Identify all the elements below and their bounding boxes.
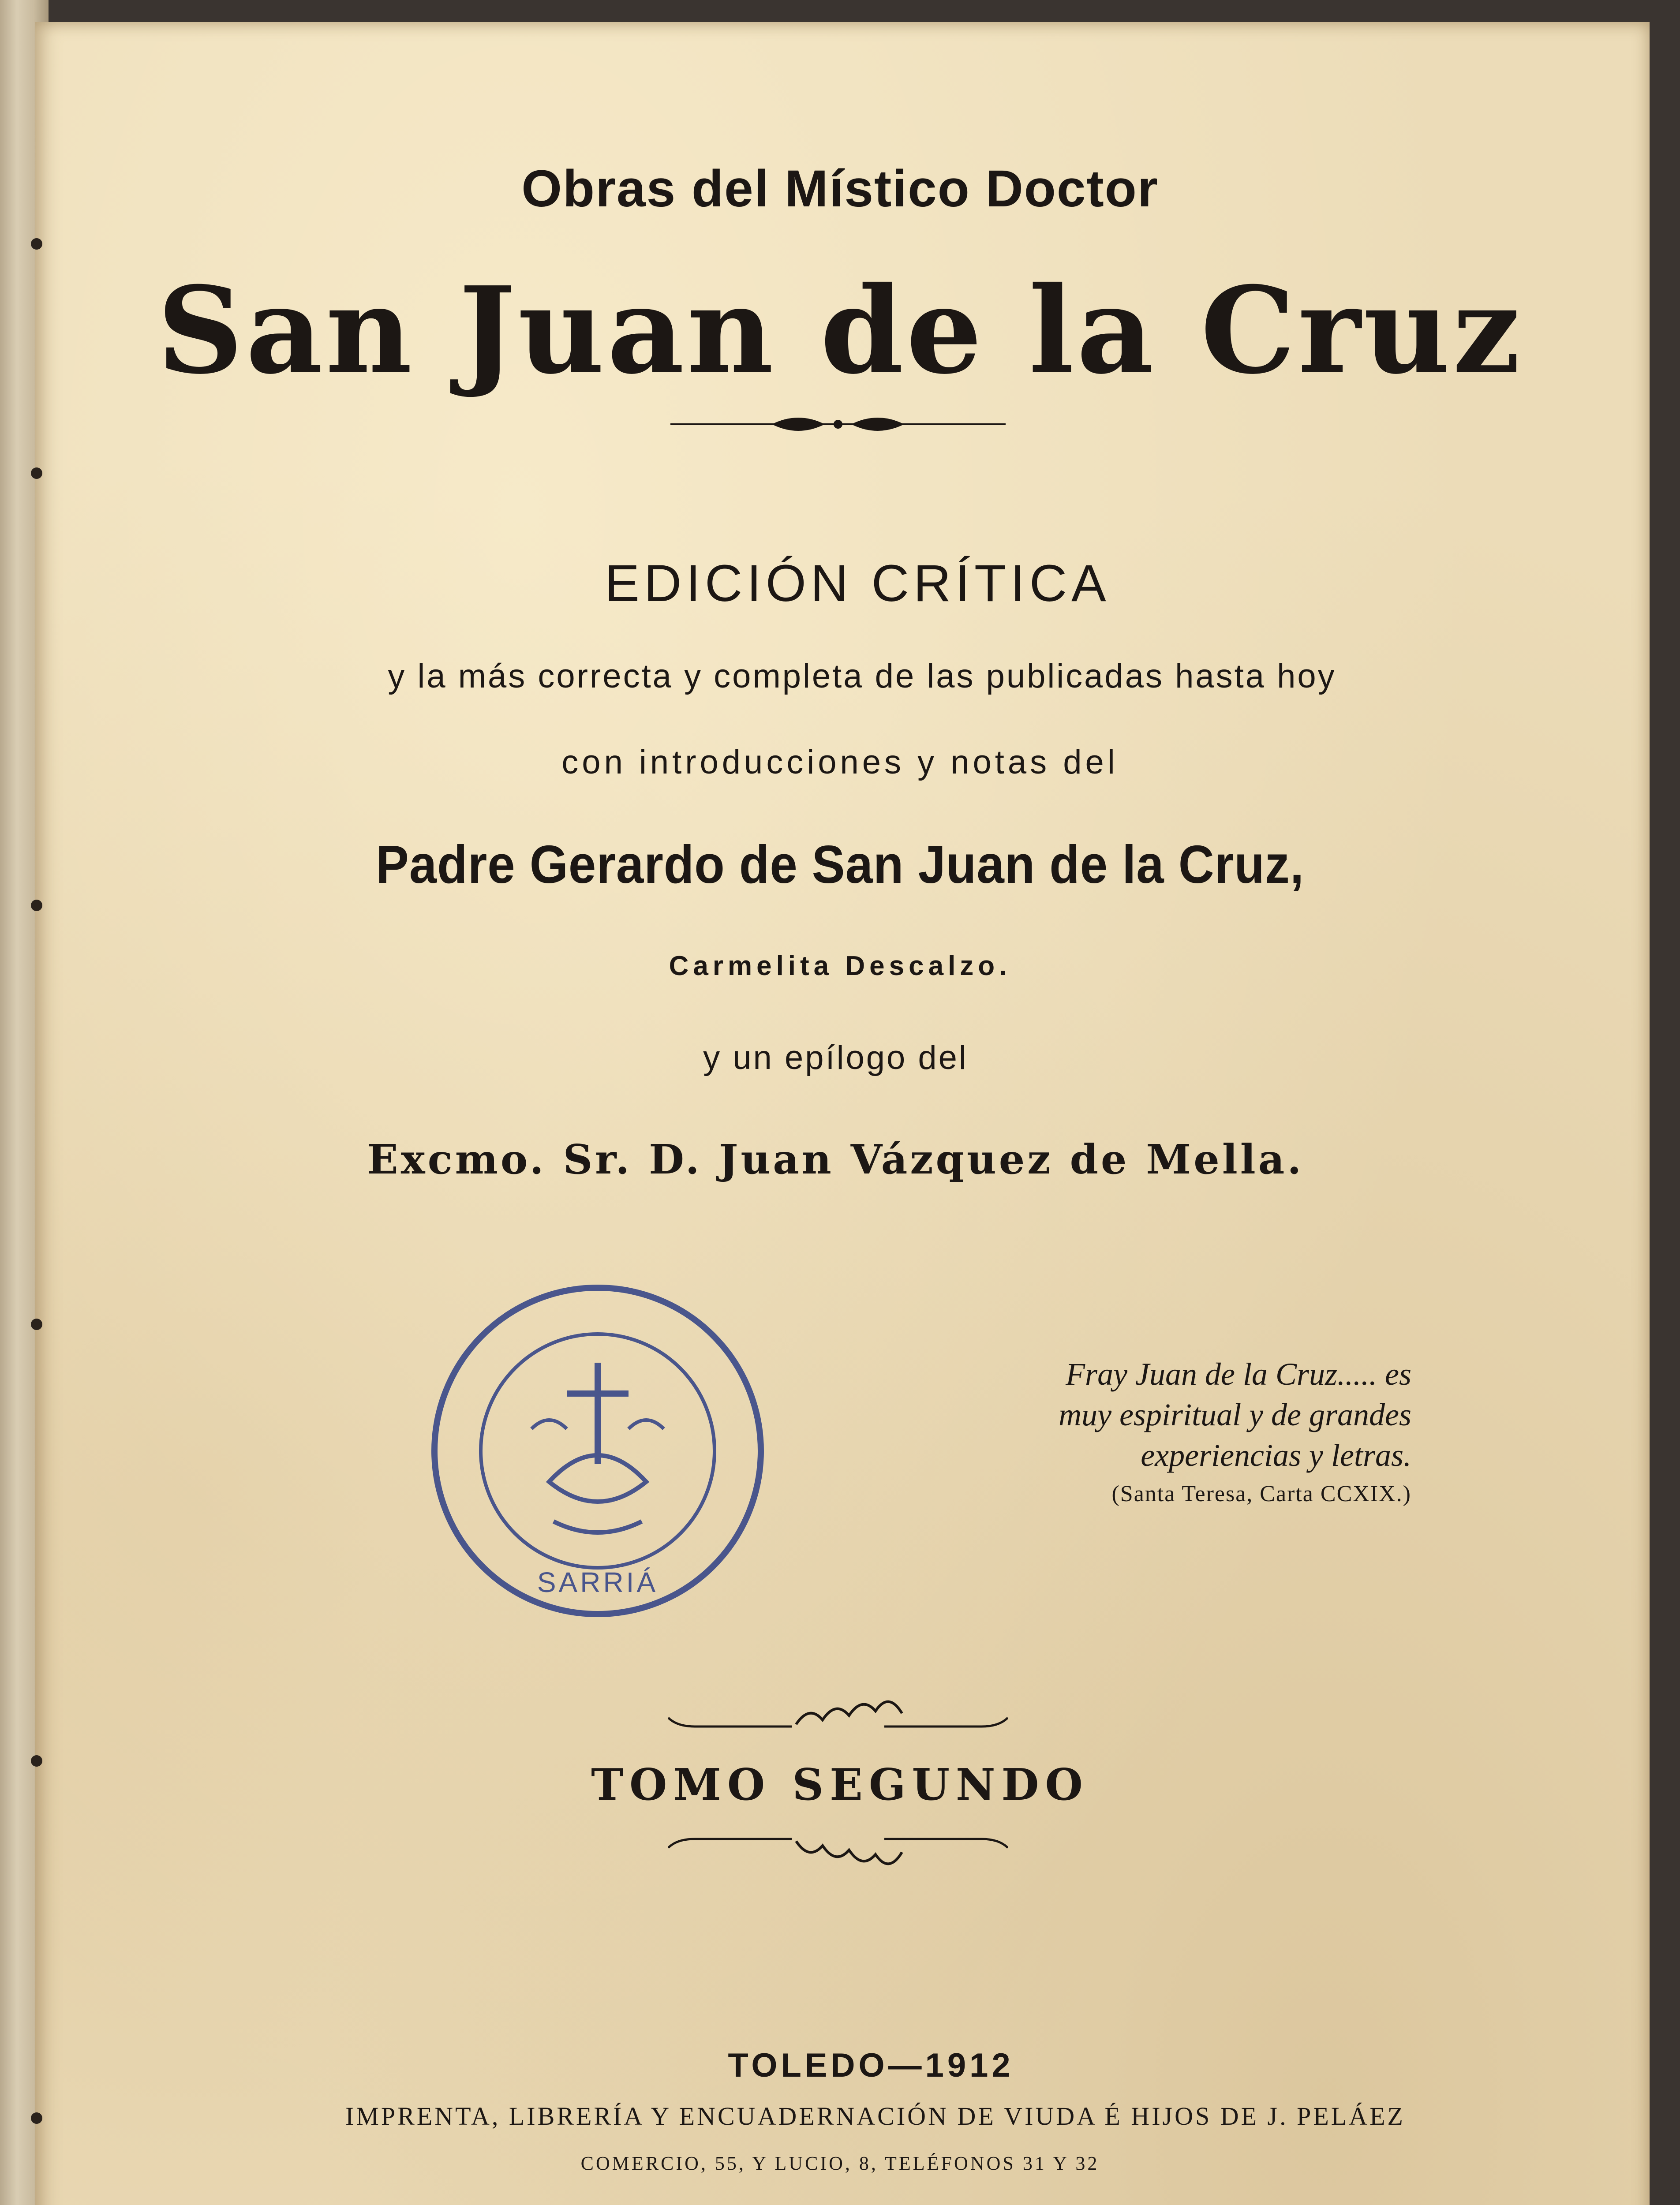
ornament-rule-middle-bottom xyxy=(668,1830,1008,1865)
binding-stitch xyxy=(31,467,42,479)
editor-name: Padre Gerardo de San Juan de la Cruz, xyxy=(376,834,1304,894)
subtitle-line-2: con introducciones y notas del xyxy=(561,744,1119,781)
epigraph-quote xyxy=(935,1354,1411,1476)
ornament-rule-top xyxy=(670,415,1006,437)
epilogue-author: Excmo. Sr. D. Juan Vázquez de Mella. xyxy=(367,1136,1304,1183)
heading-small: Obras del Místico Doctor xyxy=(521,160,1159,218)
printer-line: IMPRENTA, LIBRERÍA Y ENCUADERNACIÓN DE VIUDA É HIJOS DE J. PELÁEZ xyxy=(345,2102,1405,2130)
quote-line: Fray Juan de la Cruz..... es xyxy=(1066,1357,1411,1392)
epigraph-attribution: (Santa Teresa, Carta CCXIX.) xyxy=(1111,1481,1411,1506)
subtitle-line-1: y la más correcta y completa de las publicadas hasta hoy xyxy=(388,658,1336,695)
edition-label: EDICIÓN CRÍTICA xyxy=(605,554,1111,613)
heading-large: San Juan de la Cruz xyxy=(157,260,1523,400)
printer-address: COMERCIO, 55, Y LUCIO, 8, TELÉFONOS 31 Y 32 xyxy=(580,2153,1100,2174)
binding-stitch xyxy=(31,1319,42,1330)
binding-stitch xyxy=(31,238,42,250)
editor-order: Carmelita Descalzo. xyxy=(669,951,1011,981)
quote-line: muy espiritual y de grandes xyxy=(1059,1397,1411,1432)
ornament-rule-middle-top xyxy=(668,1700,1008,1735)
volume-label: TOMO SEGUNDO xyxy=(591,1760,1089,1810)
library-stamp xyxy=(421,1274,774,1627)
place-year: TOLEDO—1912 xyxy=(728,2047,1014,2084)
binding-stitch xyxy=(31,900,42,911)
epilogue-intro: y un epílogo del xyxy=(703,1039,968,1076)
quote-line: experiencias y letras. xyxy=(1141,1438,1411,1473)
stamp-text: SARRIÁ xyxy=(537,1566,659,1598)
